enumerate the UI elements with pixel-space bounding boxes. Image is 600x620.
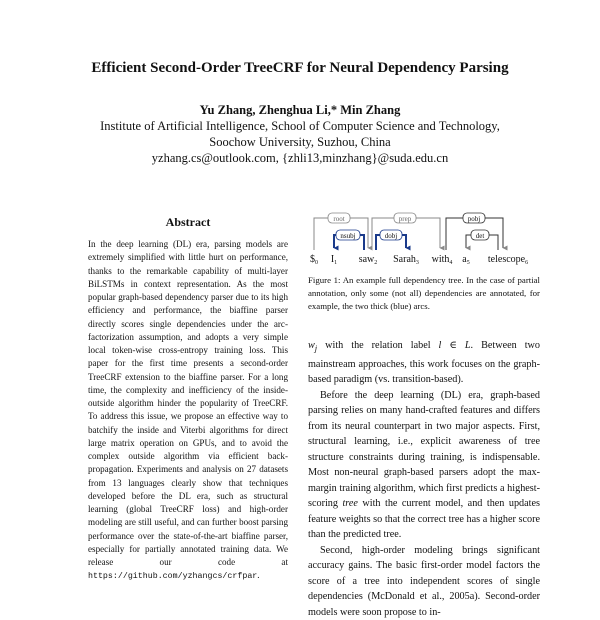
label-det: det bbox=[475, 232, 485, 240]
affiliation-line-1: Institute of Artificial Intelligence, School of Computer Science and Technology, bbox=[100, 119, 500, 133]
label-nsubj: nsubj bbox=[340, 232, 356, 240]
word-0: $\$_0$ bbox=[310, 254, 318, 266]
p2-italic: tree bbox=[342, 498, 358, 510]
math-var-w: w bbox=[308, 340, 315, 351]
label-pobj: pobj bbox=[467, 215, 481, 223]
abstract-body: In the deep learning (DL) era, parsing models are extremely simplified with little hurt on performance, thanks to the remarkable capability of multi-layer BiLSTMs in context representation. As the most popular graph-based dependency parser due to its high efficiency and performance, the biaffine parser directly scores single dependencies under the arc-factorization assumption, and adopts a very simple local token-wise cross-entropy training loss. This paper for the first time presents a second-order TreeCRF extension to the biaffine parser. For a long time, the complexity and inefficiency of the inside-outside algorithm hinder the popularity of TreeCRF. To address this issue, we propose an effective way to batchify the inside and Viterbi algorithms for direct large matrix operation on GPUs, and to avoid the complex outside algorithm via efficient back-propagation. Experiments and analysis on 27 datasets from 13 languages clearly show that techniques developed before the DL era, such as structural learning (global TreeCRF loss) and high-order modeling are still useful, and can further boost parsing performance over the state-of-the-art biaffine parser, especially for partially annotated training data. We release our code at bbox=[88, 239, 288, 567]
abstract-end: . bbox=[257, 570, 260, 581]
math-set-l: L bbox=[464, 340, 471, 351]
abstract-heading: Abstract bbox=[165, 215, 211, 229]
paper-title: Efficient Second-Order TreeCRF for Neural Dependency Parsing bbox=[91, 60, 509, 76]
math-in: ∈ bbox=[441, 340, 465, 351]
p2-text: Before the deep learning (DL) era, graph-based parsing relies on many hand-crafted features and differs from its neural counterpart in two major aspects. First, structural learning, i.e., explicit awareness of tree structure constraints during training, is indispensable. Most non-neural graph-based parsers adopt the max-margin training algorithm, which first predicts a highest-scoring bbox=[308, 389, 540, 510]
p2-text-b: with the current model, and then updates feature weights so that the correct tree has a higher score than the predicted tree. bbox=[308, 498, 540, 541]
label-dobj: dobj bbox=[384, 232, 398, 240]
code-link[interactable]: https://github.com/yzhangcs/crfpar bbox=[88, 572, 258, 582]
p1-text-a: with the relation label bbox=[317, 340, 439, 351]
word-5: $a_5$ bbox=[462, 254, 470, 266]
dependency-tree-figure bbox=[308, 210, 540, 268]
word-1: $I_1$ bbox=[330, 254, 338, 266]
word-4: with$_4$ bbox=[431, 254, 453, 266]
author-block bbox=[0, 102, 600, 166]
word-2: saw$_2$ bbox=[358, 254, 378, 266]
author-emails: yzhang.cs@outlook.com, {zhli13,minzhang}@suda.edu.cn bbox=[151, 151, 449, 165]
p1-text-b: . Between two mainstream approaches, this work focuses on the graph-based paradigm (vs. transition-based). bbox=[308, 340, 540, 386]
body-text bbox=[308, 338, 540, 620]
word-6: telescope$_6$ bbox=[487, 254, 529, 266]
author-names: Yu Zhang, Zhenghua Li,* Min Zhang bbox=[199, 103, 401, 117]
label-root: root bbox=[333, 215, 345, 223]
figure-caption: Figure 1: An example full dependency tree. In the case of partial annotation, only some (not all) dependencies are annotated, for example, the two thick (blue) arcs. bbox=[308, 275, 540, 311]
math-var-l: l bbox=[438, 340, 442, 351]
body-paragraph-1 bbox=[308, 338, 540, 388]
word-3: Sarah$_3$ bbox=[393, 254, 419, 266]
math-var-sub: j bbox=[314, 343, 318, 354]
affiliation-line-2: Soochow University, Suzhou, China bbox=[209, 135, 391, 149]
label-prep: prep bbox=[398, 215, 412, 223]
abstract-text bbox=[88, 238, 288, 584]
body-paragraph-3: Second, high-order modeling brings significant accuracy gains. The basic first-order model factors the score of a tree into independent scores of single dependencies (McDonald et al., 2005a). Second-order models were soon propose to in- bbox=[308, 544, 540, 618]
body-paragraph-2 bbox=[308, 388, 540, 543]
